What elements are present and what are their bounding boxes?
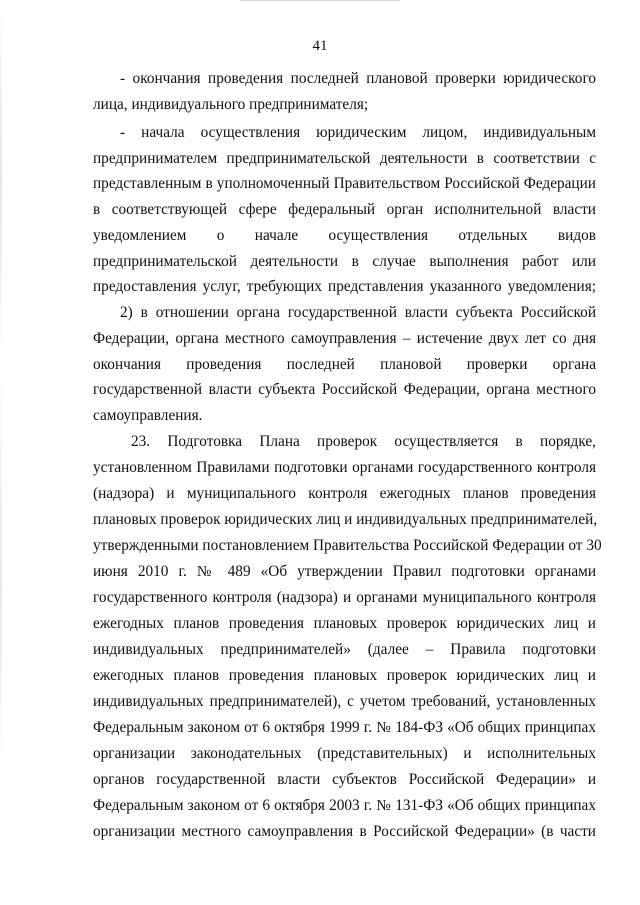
text-line: Федерации, органа местного самоуправления – истечение двух лет со дня bbox=[93, 330, 596, 347]
text-line: государственной власти субъекта Российской Федерации, органа местного bbox=[93, 381, 596, 398]
text-line: индивидуальных предпринимателей), с учетом требований, установленных bbox=[93, 693, 596, 710]
text-line: - начала осуществления юридическим лицом, индивидуальным bbox=[120, 124, 596, 141]
text-line: - окончания проведения последней плановой проверки юридического bbox=[120, 70, 596, 87]
text-line: утвержденными постановлением Правительства Российской Федерации от 30 bbox=[93, 537, 602, 554]
scan-edge bbox=[0, 0, 2, 905]
text-line: государственного контроля (надзора) и органами муниципального контроля bbox=[93, 589, 596, 606]
text-line: 23. Подготовка Плана проверок осуществляется в порядке, bbox=[131, 433, 596, 450]
text-line: самоуправления. bbox=[93, 407, 203, 424]
text-line: окончания проведения последней плановой проверки органа bbox=[93, 356, 596, 373]
text-line: организации законодательных (представительных) и исполнительных bbox=[93, 745, 596, 762]
text-line: уведомлением о начале осуществления отдельных видов bbox=[93, 227, 596, 244]
text-line: предпринимателем предпринимательской деятельности в соответствии с bbox=[93, 150, 596, 167]
text-line: плановых проверок юридических лиц и индивидуальных предпринимателей, bbox=[93, 511, 598, 528]
text-line: установленном Правилами подготовки органами государственного контроля bbox=[93, 459, 596, 476]
text-line: органов государственной власти субъектов Российской Федерации» и bbox=[93, 771, 596, 788]
text-line: (надзора) и муниципального контроля ежегодных планов проведения bbox=[93, 485, 596, 502]
text-line: ежегодных планов проведения плановых проверок юридических лиц и bbox=[93, 667, 596, 684]
text-line: предоставления услуг, требующих представления указанного уведомления; bbox=[93, 278, 596, 295]
text-line: 2) в отношении органа государственной власти субъекта Российской bbox=[120, 304, 596, 321]
text-line: предпринимательской деятельности в случае выполнения работ или bbox=[93, 253, 596, 270]
text-line: представленным в уполномоченный Правительством Российской Федерации bbox=[93, 175, 596, 192]
text-line: ежегодных планов проведения плановых проверок юридических лиц и bbox=[93, 615, 596, 632]
text-line: организации местного самоуправления в Российской Федерации» (в части bbox=[93, 823, 596, 840]
text-line: индивидуальных предпринимателей» (далее – Правила подготовки bbox=[93, 641, 596, 658]
text-line: лица, индивидуального предпринимателя; bbox=[93, 96, 369, 113]
text-line: Федеральным законом от 6 октября 2003 г. № 131-ФЗ «Об общих принципах bbox=[93, 797, 596, 814]
page-number: 41 bbox=[312, 38, 328, 54]
text-line: в соответствующей сфере федеральный орган исполнительной власти bbox=[93, 201, 596, 218]
text-line: июня 2010 г. № 489 «Об утверждении Правил подготовки органами bbox=[93, 563, 596, 580]
scan-top-rule bbox=[240, 0, 400, 1]
text-line: Федеральным законом от 6 октября 1999 г. № 184-ФЗ «Об общих принципах bbox=[93, 719, 596, 736]
